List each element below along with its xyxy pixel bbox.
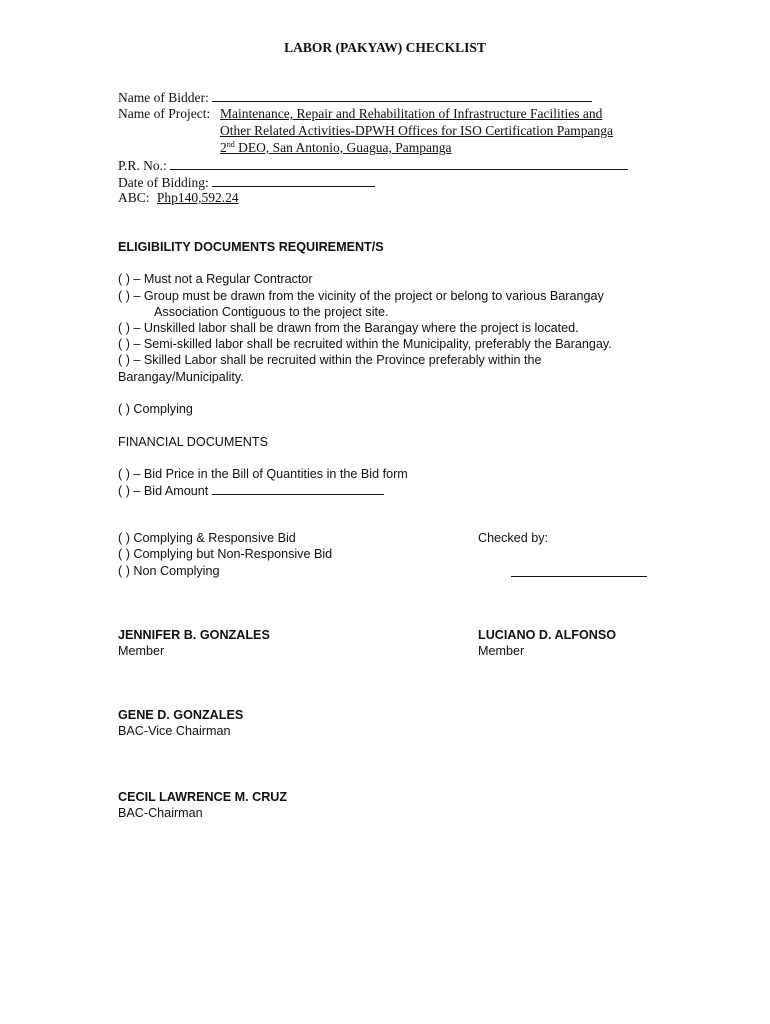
status-option-2[interactable]: ( ) Complying but Non-Responsive Bid — [118, 547, 333, 561]
project-line3-ordinal: nd — [226, 140, 235, 149]
signatory-1-role: Member — [118, 644, 165, 658]
page-title: LABOR (PAKYAW) CHECKLIST — [284, 40, 486, 55]
bid-amount-label: ( ) – Bid Amount — [118, 484, 209, 498]
financial-item-2 — [118, 482, 384, 499]
abc-label: ABC: — [118, 190, 150, 205]
checked-by-signature-line[interactable] — [511, 563, 647, 577]
project-name-line-3 — [220, 140, 451, 156]
project-label: Name of Project: — [118, 106, 211, 121]
eligibility-complying[interactable]: ( ) Complying — [118, 402, 193, 416]
signatory-3-role: BAC-Vice Chairman — [118, 724, 231, 738]
financial-heading: FINANCIAL DOCUMENTS — [118, 435, 268, 449]
project-line3-number: 2 — [220, 140, 227, 155]
pr-row — [118, 157, 628, 174]
eligibility-item-4: ( ) – Semi-skilled labor shall be recruited within the Municipality, preferably the Barangay. — [118, 337, 612, 351]
signatory-4-role: BAC-Chairman — [118, 806, 203, 820]
financial-item-1: ( ) – Bid Price in the Bill of Quantities in the Bid form — [118, 467, 408, 481]
eligibility-item-2-cont: Association Contiguous to the project site. — [154, 305, 389, 319]
bidder-row — [118, 89, 592, 106]
signatory-4-name: CECIL LAWRENCE M. CRUZ — [118, 790, 288, 804]
signatory-3-name: GENE D. GONZALES — [118, 708, 244, 722]
project-name-line-1: Maintenance, Repair and Rehabilitation of Infrastructure Facilities and — [220, 106, 603, 121]
bid-amount-blank[interactable] — [212, 482, 384, 495]
status-option-3[interactable]: ( ) Non Complying — [118, 564, 220, 578]
date-label: Date of Bidding: — [118, 175, 209, 190]
status-option-1[interactable]: ( ) Complying & Responsive Bid — [118, 531, 296, 545]
signatory-1-name: JENNIFER B. GONZALES — [118, 628, 270, 642]
eligibility-item-1: ( ) – Must not a Regular Contractor — [118, 272, 313, 286]
pr-blank[interactable] — [170, 157, 628, 170]
date-blank[interactable] — [212, 174, 375, 187]
eligibility-item-2: ( ) – Group must be drawn from the vicinity of the project or belong to various Barangay — [118, 289, 604, 303]
signatory-2-role: Member — [478, 644, 525, 658]
eligibility-item-5: ( ) – Skilled Labor shall be recruited within the Province preferably within the — [118, 353, 542, 367]
project-line3-rest: DEO, San Antonio, Guagua, Pampanga — [234, 140, 452, 155]
abc-row — [118, 190, 239, 206]
bidder-blank[interactable] — [212, 89, 592, 102]
pr-label: P.R. No.: — [118, 158, 167, 173]
checked-by-label: Checked by: — [478, 531, 549, 545]
eligibility-item-5-cont: Barangay/Municipality. — [118, 370, 244, 384]
bidder-label: Name of Bidder: — [118, 90, 209, 105]
project-name-line-2: Other Related Activities-DPWH Offices for ISO Certification Pampanga — [220, 123, 614, 138]
abc-value: Php140,592.24 — [156, 190, 239, 205]
date-row — [118, 174, 375, 191]
eligibility-heading: ELIGIBILITY DOCUMENTS REQUIREMENT/S — [118, 240, 384, 254]
signatory-2-name: LUCIANO D. ALFONSO — [478, 628, 617, 642]
eligibility-item-3: ( ) – Unskilled labor shall be drawn from the Barangay where the project is located. — [118, 321, 579, 335]
